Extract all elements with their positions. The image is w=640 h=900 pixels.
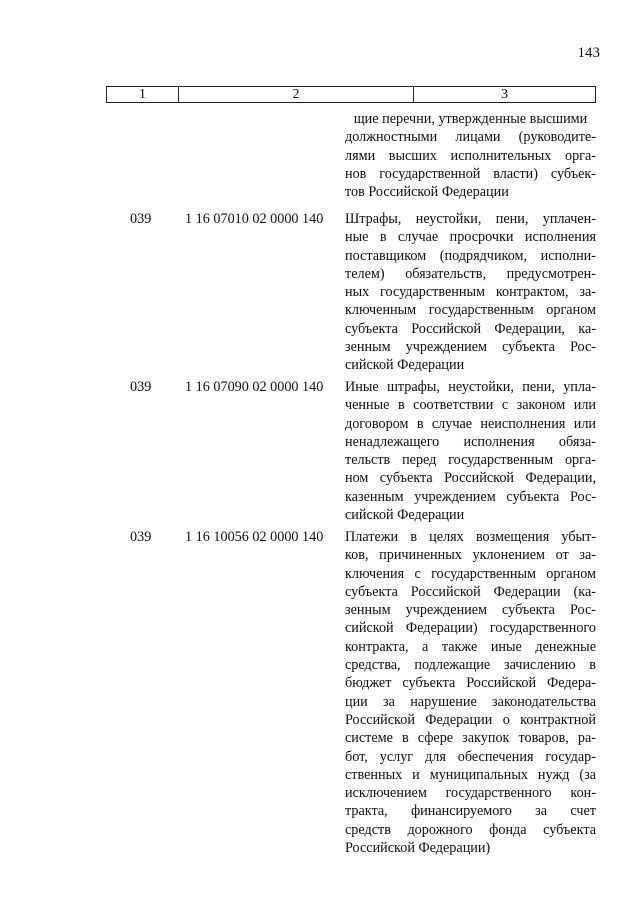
revenue-code: 1 16 10056 02 0000 140 xyxy=(185,529,324,545)
description-line: сийской Федерации) государственного xyxy=(345,620,596,637)
description-line: системе в сфере закупок товаров, ра- xyxy=(345,730,596,747)
description-line: исключением государственного кон- xyxy=(345,785,596,802)
admin-code: 039 xyxy=(130,529,152,545)
admin-code: 039 xyxy=(130,379,152,395)
description-line: зенным учреждением субъекта Рос- xyxy=(345,602,596,619)
table-header-row xyxy=(106,86,596,103)
description-line: средств дорожного фонда субъекта xyxy=(345,821,596,838)
page-number: 143 xyxy=(577,45,600,61)
description-line: зенным учреждением субъекта Рос- xyxy=(345,339,596,356)
revenue-description xyxy=(345,378,596,524)
description-line: тракта, финансируемого за счет xyxy=(345,803,596,820)
description-line: Платежи в целях возмещения убыт- xyxy=(345,529,596,545)
description-line: ные в случае просрочки исполнения xyxy=(345,229,596,246)
description-line: субъекта Российской Федерации (ка- xyxy=(345,583,596,600)
description-line: лями высших исполнительных орга- xyxy=(345,147,596,164)
description-line: телем) обязательств, предусмотрен- xyxy=(345,265,596,282)
admin-code: 039 xyxy=(130,211,152,227)
table-header-col-3: 3 xyxy=(501,87,508,102)
description-line: тов Российской Федерации xyxy=(345,184,509,201)
revenue-description xyxy=(345,528,596,857)
description-line: Российской Федерации) xyxy=(345,840,491,857)
description-line: средства, подлежащие зачислению в xyxy=(345,657,596,674)
description-line: договором в случае неисполнения или xyxy=(345,415,596,432)
revenue-description xyxy=(345,110,596,201)
revenue-description xyxy=(345,210,596,375)
description-line: казенным учреждением субъекта Рос- xyxy=(345,488,596,505)
description-line: ключенным государственным органом xyxy=(345,302,596,319)
revenue-code: 1 16 07090 02 0000 140 xyxy=(185,379,324,395)
description-line: бот, услуг для обеспечения государ- xyxy=(345,748,596,765)
description-line: ненадлежащего исполнения обяза- xyxy=(345,433,596,450)
revenue-code: 1 16 07010 02 0000 140 xyxy=(185,211,324,227)
description-line: ков, причиненных уклонением от за- xyxy=(345,547,596,564)
description-line: тельств перед государственным орга- xyxy=(345,452,596,469)
description-line: нов государственной власти) субъек- xyxy=(345,165,596,182)
description-line: ных государственным контрактом, за- xyxy=(345,284,596,301)
table-header-col-2: 2 xyxy=(179,87,414,102)
description-line: поставщиком (подрядчиком, исполни- xyxy=(345,247,596,264)
description-line: ченные в соответствии с законом или xyxy=(345,397,596,414)
description-line: ственных и муниципальных нужд (за xyxy=(345,766,596,783)
description-line: Иные штрафы, неустойки, пени, упла- xyxy=(345,379,596,395)
table-header-col-1: 1 xyxy=(107,87,179,102)
description-line: сийской Федерации xyxy=(345,357,465,374)
description-line: контракта, а также иные денежные xyxy=(345,638,596,655)
description-line: Штрафы, неустойки, пени, уплачен- xyxy=(345,211,596,227)
description-line: Российской Федерации о контрактной xyxy=(345,711,596,728)
description-line: субъекта Российской Федерации, ка- xyxy=(345,320,596,337)
description-line: должностными лицами (руководите- xyxy=(345,129,596,146)
description-line: сийской Федерации xyxy=(345,507,465,524)
description-line: ном субъекта Российской Федерации, xyxy=(345,470,596,487)
description-line: бюджет субъекта Российской Федера- xyxy=(345,675,596,692)
description-line: ции за нарушение законодательства xyxy=(345,693,596,710)
description-line: щие перечни, утвержденные высшими xyxy=(353,111,588,127)
description-line: ключения с государственным органом xyxy=(345,565,596,582)
